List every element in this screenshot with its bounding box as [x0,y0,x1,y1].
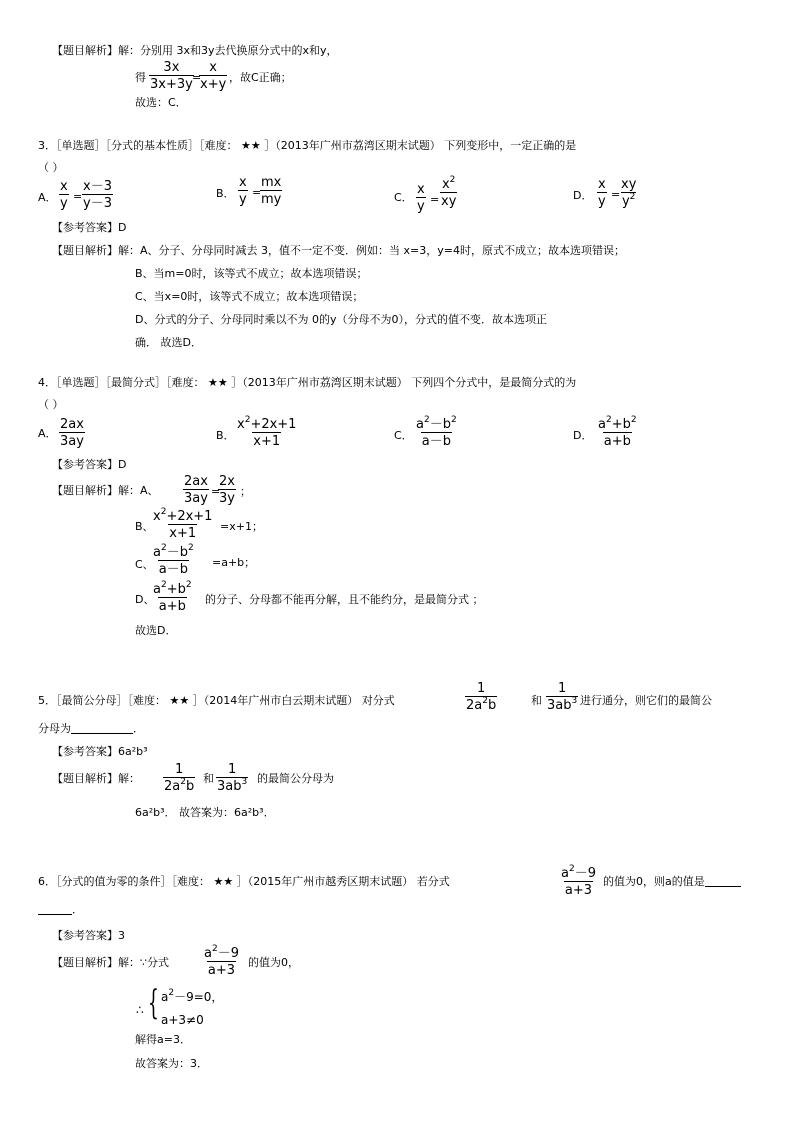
analysis-tag: 【题目解析】 [52,244,118,257]
numerator: x [417,182,425,197]
option-c-lhs [416,183,426,213]
denominator: $2a^2b$ [466,696,497,713]
option-a-fraction [59,418,85,448]
numerator: xy [621,177,637,192]
analysis-line: 确． 故选D． [135,336,202,349]
denominator: a+3 [564,883,593,898]
denominator: x+y [200,77,227,92]
answer-blank [71,733,133,734]
option-b-fraction [236,415,297,449]
solution-text: 故答案为：3． [135,1057,208,1070]
numerator: x－3 [83,179,112,194]
fraction [218,475,236,505]
choose-line: 故选D． [135,624,177,637]
option-d-fraction [597,415,638,449]
option-c-label: C． [394,429,413,442]
answer-paren: （ ） [38,161,64,174]
analysis-line: 解：∵分式 [118,956,169,969]
answer-tag: 【参考答案】 [52,221,118,234]
q3-stem: 3．［单选题］［分式的基本性质］［难度： ★★ ］（2013年广州市荔湾区期末试题） 下列变形中，一定正确的是 [38,139,577,152]
fraction [465,682,497,712]
denominator: $y^2$ [621,192,636,209]
choose-line: 故选：C． [135,96,187,109]
denominator: x+1 [253,434,281,449]
solution-text: =a+b； [212,556,256,569]
denominator: y [60,196,68,211]
q4-stem: 4．［单选题］［最简分式］［难度： ★★ ］（2013年广州市荔湾区期末试题） 下列四个分式中，是最简分式的为 [38,376,577,389]
answer-tag: 【参考答案】 [52,458,118,471]
condition-line: $a^2-9=0$， [161,988,224,1004]
numerator: x [60,179,68,194]
denominator: xy [441,194,457,209]
option-a-label: A． [38,427,57,440]
q3-analysis [52,245,625,256]
denominator: a+b [603,434,631,449]
solution-text: 解得a=3． [135,1033,191,1046]
option-a-label: A． [38,191,57,204]
answer-value: D [118,458,127,471]
fraction [163,763,195,793]
denominator: x+1 [169,526,197,541]
numerator: $a^2+b^2$ [153,580,192,597]
numerator: $x^2$ [441,175,456,192]
analysis-line: 解：A、 [118,484,159,497]
numerator: $a^2+b^2$ [598,415,637,432]
option-c-label: C． [394,191,413,204]
stem-text: 的值为0，则a的值是 [603,875,705,888]
option-d-label: D． [573,189,593,202]
numerator: 3x [163,60,180,75]
solution-text: ； [240,485,251,498]
solution-text: 的值为0， [248,956,299,969]
fraction [152,580,193,614]
denominator: y－3 [83,196,112,211]
solution-text: 的最简公分母为 [257,772,334,785]
fraction [183,475,209,505]
answer-tag: 【参考答案】 [52,745,118,758]
denominator: $3ab^3$ [217,777,248,794]
numerator: x [239,175,247,190]
q5-answer [52,746,148,757]
equals: = [211,485,221,498]
answer-paren: （ ） [38,398,64,411]
solution-text: ，故C正确； [229,71,292,84]
answer-value: 6a²b³ [118,745,148,758]
option-d-rhs [620,178,637,208]
option-b-lhs [238,176,248,206]
q4-analysis [52,485,159,496]
analysis-line: 解： [118,772,140,785]
denominator: a+3 [207,963,236,978]
solution-text: 的分子、分母都不能再分解，且不能约分，是最简分式 ； [205,593,484,606]
q5-stem-line2 [38,723,144,734]
stem-text: ． [133,722,144,735]
q5-stem: 进行通分，则它们的最简公 [580,694,712,707]
solution-text: =x+1； [220,520,263,533]
numerator: $x^2+2x+1$ [237,415,297,432]
denominator: a－b [158,562,188,577]
equals: = [192,71,202,84]
numerator: mx [261,175,282,190]
q6-answer [52,930,125,941]
q6-stem: 6．［分式的值为零的条件］［难度： ★★ ］（2015年广州市越秀区期末试题） 若分式 [38,875,450,888]
equals: = [611,188,621,201]
fraction [149,61,194,91]
denominator: my [261,192,282,207]
fraction [546,682,578,712]
option-a-lhs [59,180,69,210]
option-b-label: B． [216,429,235,442]
denominator: 3x+3y [150,77,193,92]
fraction [216,763,248,793]
numerator: 1 [476,681,486,696]
q6-analysis [52,957,169,968]
denominator: 3y [219,491,235,506]
solution-text: B、 [135,520,154,533]
fraction [199,61,227,91]
denominator: 3ay [60,434,84,449]
option-d-label: D． [573,429,593,442]
answer-value: D [118,221,127,234]
equals: = [73,190,83,203]
numerator: 2x [219,474,235,489]
denominator: y [417,199,425,214]
therefore-symbol: ∴ [136,1003,144,1017]
denominator: $2a^2b$ [164,777,195,794]
q6-stem [603,876,741,887]
answer-blank [38,914,72,915]
q5-stem: 5．［最简公分母］［难度： ★★ ］（2014年广州市白云期末试题） 对分式 [38,694,395,707]
option-a-rhs [82,180,113,210]
denominator: y [239,192,247,207]
numerator: $a^2-9$ [561,864,596,881]
answer-value: 3 [118,929,125,942]
stem-text: 分母为 [38,722,71,735]
numerator: 1 [227,762,237,777]
numerator: x [209,60,217,75]
option-d-lhs [597,178,607,208]
q4-answer [52,459,126,470]
equals: = [430,193,440,206]
answer-tag: 【参考答案】 [52,929,118,942]
left-brace: { [148,983,159,1023]
option-b-label: B． [216,187,235,200]
denominator: y [598,194,606,209]
fraction [152,543,195,577]
analysis-line: B、当m=0时，该等式不成立；故本选项错误； [135,267,368,280]
denominator: a+b [158,599,186,614]
fraction [152,507,213,541]
analysis-line: D、分式的分子、分母同时乘以不为 0的y（分母不为0），分式的值不变．故本选项正 [135,313,547,326]
analysis-tag: 【题目解析】 [52,44,118,57]
equals: = [252,186,262,199]
solution-text: C、 [135,558,154,571]
numerator: x [598,177,606,192]
numerator: 1 [557,681,567,696]
analysis-tag: 【题目解析】 [52,956,118,969]
numerator: 1 [174,762,184,777]
numerator: $a^2-b^2$ [416,415,457,432]
analysis-line: 解：A、分子、分母同时减去 3，值不一定不变．例如：当 x=3，y=4时，原式不成立；故本选项错误； [118,244,625,257]
q5-stem: 和 [531,694,542,707]
q6-stem-line2 [38,904,83,915]
analysis-line: 解：分别用 3x和3y去代换原分式中的x和y， [118,44,338,57]
analysis-tag: 【题目解析】 [52,772,118,785]
denominator: a－b [421,434,451,449]
condition-line: a+3≠0 [161,1013,204,1027]
solution-text: 6a²b³． 故答案为：6a²b³． [135,806,275,819]
answer-blank [705,886,741,887]
option-c-fraction [415,415,458,449]
analysis-tag: 【题目解析】 [52,484,118,497]
analysis-line: C、当x=0时，该等式不成立；故本选项错误； [135,290,364,303]
numerator: 2ax [184,474,208,489]
option-c-rhs [440,175,457,209]
option-b-rhs [260,176,282,206]
denominator: $3ab^3$ [547,696,578,713]
q2-analysis [52,45,338,56]
numerator: $a^2-9$ [204,944,239,961]
stem-text: ． [72,903,83,916]
denominator: 3ay [184,491,208,506]
fraction [560,864,597,898]
solution-text: D、 [135,593,155,606]
q3-answer [52,222,126,233]
numerator: $x^2+2x+1$ [153,507,213,524]
numerator: $a^2-b^2$ [153,543,194,560]
solution-text: 得 [135,71,146,84]
fraction [203,944,240,978]
numerator: 2ax [60,417,84,432]
q5-analysis [52,773,140,784]
solution-text: 和 [203,772,214,785]
